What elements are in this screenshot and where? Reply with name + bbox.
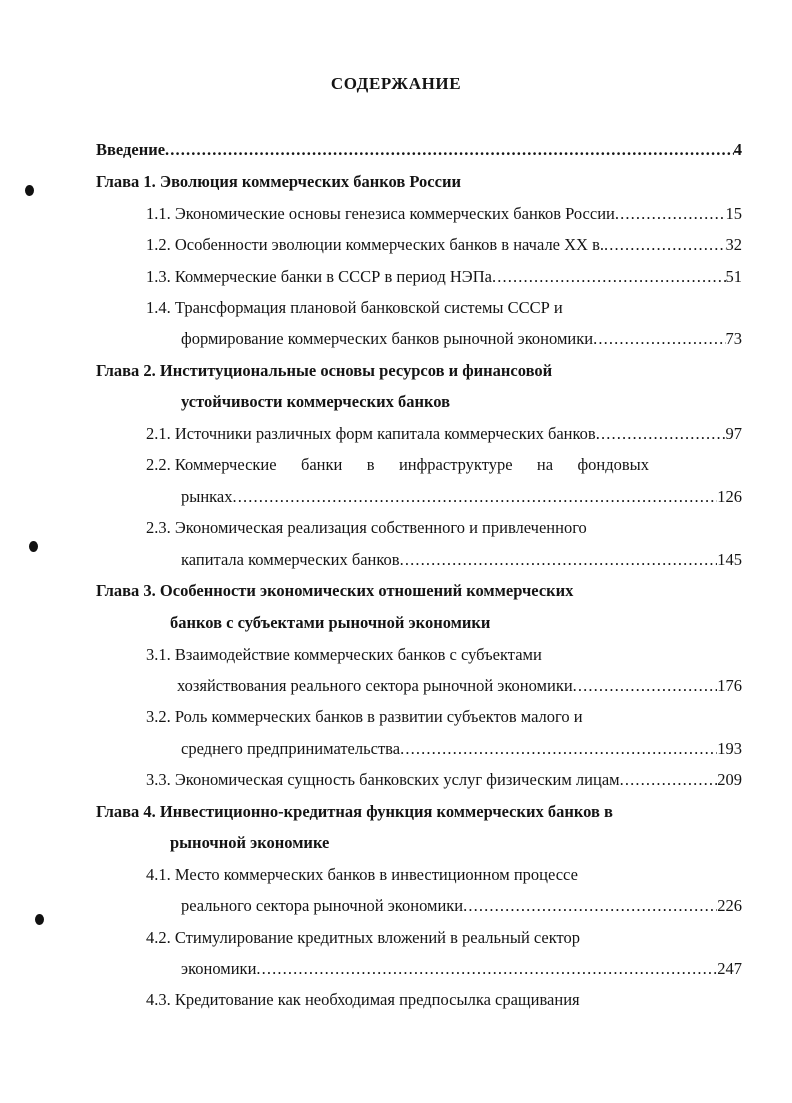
toc-entry-line[interactable]: 3.1. Взаимодействие коммерческих банков с субъектами [146, 645, 542, 664]
page-title: СОДЕРЖАНИЕ [330, 74, 462, 93]
toc-entry[interactable] [181, 485, 742, 509]
toc-entry[interactable] [177, 674, 742, 698]
toc-entry-label: формирование коммерческих банков рыночной экономики [181, 329, 594, 348]
toc-entry-label: 2.1. Источники различных форм капитала коммерческих банков [146, 424, 596, 443]
toc-entry-line[interactable]: 4.1. Место коммерческих банков в инвестиционном процессе [146, 865, 578, 884]
toc-entry[interactable] [146, 422, 742, 446]
toc-entry[interactable] [181, 737, 742, 761]
toc-entry[interactable] [181, 894, 742, 918]
toc-entry-label: реального сектора рыночной экономики [181, 896, 464, 915]
dot-leader [463, 894, 717, 918]
toc-entry[interactable] [146, 768, 742, 792]
toc-page-number: 15 [725, 204, 742, 223]
dot-leader [492, 265, 726, 289]
toc-entry-label: хозяйствования реального сектора рыночной экономики [177, 676, 573, 695]
toc-entry-line[interactable]: 4.3. Кредитование как необходимая предпосылка сращивания [146, 990, 580, 1009]
toc-page-number: 97 [725, 424, 742, 443]
dot-leader [593, 327, 725, 351]
toc-entry-label: среднего предпринимательства [181, 739, 401, 758]
chapter-heading-continued[interactable]: рыночной экономике [170, 833, 330, 852]
toc-page-number: 176 [717, 676, 742, 695]
dot-leader [615, 202, 726, 226]
toc-page-number: 32 [725, 235, 742, 254]
dot-leader [400, 737, 717, 761]
dot-leader [165, 138, 734, 162]
toc-page-number: 4 [733, 140, 742, 159]
toc-entry-line[interactable]: 1.4. Трансформация плановой банковской системы СССР и [146, 298, 563, 317]
toc-entry-line[interactable] [146, 453, 649, 477]
chapter-heading[interactable]: Глава 2. Институциональные основы ресурсов и финансовой [96, 361, 553, 380]
dot-leader [620, 768, 718, 792]
toc-entry-label: 1.1. Экономические основы генезиса коммерческих банков России [146, 204, 615, 223]
toc-entry-introduction[interactable] [96, 138, 742, 162]
toc-word: фондовых [577, 455, 649, 474]
toc-entry-label: экономики [181, 959, 257, 978]
toc-entry[interactable] [146, 265, 742, 289]
toc-word: инфраструктуре [398, 455, 513, 474]
chapter-heading[interactable]: Глава 1. Эволюция коммерческих банков России [96, 172, 461, 191]
toc-entry-label: 3.3. Экономическая сущность банковских услуг физическим лицам [146, 770, 620, 789]
dot-leader [400, 548, 718, 572]
toc-page-number: 226 [717, 896, 742, 915]
toc-word: 2.2. Коммерческие [146, 455, 277, 474]
chapter-heading[interactable]: Глава 3. Особенности экономических отношений коммерческих [96, 581, 574, 600]
binder-hole-mark [25, 185, 34, 196]
dot-leader [256, 957, 717, 981]
toc-word: банки [300, 455, 343, 474]
chapter-heading-continued[interactable]: банков с субъектами рыночной экономики [170, 613, 491, 632]
toc-page-number: 247 [717, 959, 742, 978]
chapter-heading[interactable]: Глава 4. Инвестиционно-кредитная функция коммерческих банков в [96, 802, 613, 821]
toc-entry-label: Введение [96, 140, 166, 159]
dot-leader [596, 422, 726, 446]
toc-page-number: 126 [717, 487, 742, 506]
toc-word: на [536, 455, 554, 474]
toc-entry-line[interactable]: 4.2. Стимулирование кредитных вложений в реальный сектор [146, 928, 581, 947]
toc-entry-label: рынках [181, 487, 233, 506]
dot-leader [233, 485, 718, 509]
toc-page-number: 73 [725, 329, 742, 348]
toc-entry-label: 1.2. Особенности эволюции коммерческих банков в начале XX в. [146, 235, 605, 254]
toc-entry-label: 1.3. Коммерческие банки в СССР в период НЭПа [146, 267, 492, 286]
toc-entry[interactable] [181, 327, 742, 351]
toc-page-number: 193 [717, 739, 742, 758]
toc-page-number: 145 [717, 550, 742, 569]
toc-page-number: 209 [717, 770, 742, 789]
toc-entry[interactable] [181, 957, 742, 981]
toc-word: в [366, 455, 375, 474]
toc-entry-line[interactable]: 3.2. Роль коммерческих банков в развитии субъектов малого и [146, 707, 583, 726]
chapter-heading-continued[interactable]: устойчивости коммерческих банков [181, 392, 451, 411]
toc-entry[interactable] [146, 233, 742, 257]
binder-hole-mark [29, 541, 38, 552]
binder-hole-mark [35, 914, 44, 925]
dot-leader [573, 674, 718, 698]
toc-entry[interactable] [181, 548, 742, 572]
toc-entry-line[interactable]: 2.3. Экономическая реализация собственного и привлеченного [146, 518, 587, 537]
toc-page-number: 51 [725, 267, 742, 286]
toc-entry[interactable] [146, 202, 742, 226]
dot-leader [604, 233, 725, 257]
toc-entry-label: капитала коммерческих банков [181, 550, 400, 569]
